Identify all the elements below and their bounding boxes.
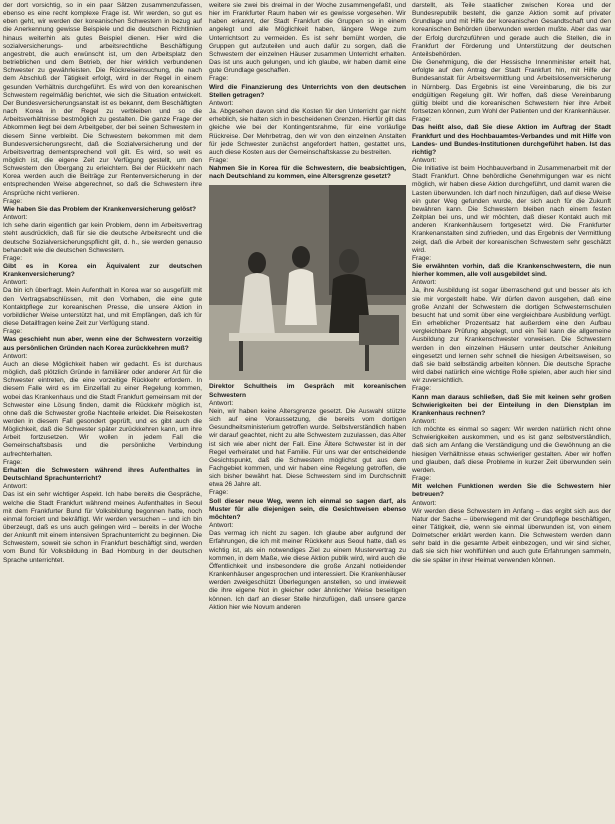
answer-label: Antwort:: [3, 214, 28, 222]
question: Mit welchen Funktionen werden Sie die Schwestern hier betreuen?: [412, 483, 611, 499]
answer: Da bin ich überfragt. Mein Aufenthalt in Korea war so ausgefüllt mit den Vertragsabschlüssen, mit den Vorhaben, die eine gute Kontaktpflege zur koreanischen Presse, die unsere Aktion in vorbildlicher Weise unterstützt hat, und mit Empfängen, daß ich für diese Detailfragen keine Zeit zur Verfügung stand.: [3, 287, 202, 328]
answer: Nein, wir haben keine Altersgrenze gesetzt. Die Auswahl stützte sich auf eine Voraussetzung, die bereits vom dortigen Gesundheitsministerium getroffen wurde. Selbstverständlich haben wir darauf geachtet, nicht zu alte Schwestern zuzulassen, das Alter ist sich wie aber nicht der Fall. Eine Ältere Schwester ist in der Regel verheiratet und hat Familie. Für uns war der entscheidende Gesichtspunkt, daß die Schwestern möglichst gut aus dem Fachgebiet kommen, und wir haben eine Regelung getroffen, die sich bisher bewährt hat. Diese Schwestern sind im Durchschnitt etwa 26 Jahre alt.: [209, 407, 406, 489]
answer-label: Antwort:: [412, 499, 437, 507]
text-column-middle: [209, 2, 406, 822]
answer: Auch an diese Möglichkeit haben wir gedacht. Es ist durchaus möglich, daß plötzlich Gründe in familiärer oder anderer Art für die Schwester eintreten, die eine vorzeitige Rückkehr erfordern. In diesem Falle wird es im Einzelfall zu einer Regelung kommen, wobei das Krankenhaus und die Stadt Frankfurt gemeinsam mit der Schwester eine Lösung finden, damit die Rückkehr möglich ist, ohne daß die Schwester große Nachteile erleidet. Die Reisekosten werden in diesem Fall gesondert geprüft, und es gibt auch die Möglichkeit, daß die Schwester später zurückkehren kann, um ihre Arbeit fortzusetzen. Wir wollen in jedem Fall die Gemeinschaftsbasis und die persönliche Verbindung aufrechterhalten.: [3, 360, 202, 458]
paragraph: der dort vorsichtig, so in ein paar Sätzen zusammenzufassen, ebenso es eine recht komplexe Frage ist. Wir werden, so gut es eben geht, wir werden der koreanischen Schwestern in bezug auf die Anerkennung gewisse Beispiele und die deutschen Richtlinien hinaus weiterhin als gutes Beispiel dienen. Hier wird die sozialversicherungs- und arbeitsrechtliche Beschäftigung angestrebt, die auch erwünscht ist, um den Arbeitsplatz den betrieblichen und dem Betrieb, der hier wirklich verbundenen Schwester zu gewährleisten. Die Rückreiseinsuchung, die nach dem Abschluß der Tätigkeit erfolgt, wird in der Regel in einem gesunden Verhältnis durchgeführt. Es wird von den koreanischen Schwestern regelmäßig berichtet, wie sich die Situation entwickelt. Der Bundesversicherungsanstalt ist es bekannt, dem Beschäftigten nach Korea in der Regel zu verbleiben und so die Arbeitsverhältnisse bestmöglich zu gestalten. Die ganze Frage der Abkommen liegt bei dem Arbeitgeber, der bei seinen Schwestern in diesem Sinne verbleibt. Die Schwestern bekommen mit dem Bundesversicherungsrecht, daß die Sozialversicherung und der Arbeitsvertrag dementsprechend voll gilt. Es wird, so weit es möglich ist, die eigene Zeit zur Verfügung gestellt, um den Schwestern den Übergang zu erleichtern. Bei der Rückkehr nach Korea werden auch die Beiträge zur Rentenversicherung in der entsprechenden Weise abgerechnet, so daß die Schwestern ihre Ansprüche nicht verlieren.: [3, 2, 202, 197]
question: Sie erwähnten vorhin, daß die Krankenschwestern, die nun hierher kommen, alle voll ausgebildet sind.: [412, 263, 611, 279]
answer-label: Antwort:: [3, 352, 28, 360]
question-label: Frage:: [412, 116, 432, 124]
question: Erhalten die Schwestern während ihres Aufenthaltes in Deutschland Sprachunterricht?: [3, 466, 202, 483]
photo: [209, 185, 406, 380]
question: Wie haben Sie das Problem der Krankenversicherung gelöst?: [3, 205, 197, 213]
question-label: Frage:: [3, 458, 23, 466]
question-label: Frage:: [412, 385, 432, 393]
answer: Das ist ein sehr wichtiger Aspekt. Ich habe bereits die Gespräche, welche die Stadt Frankfurt während meines Aufenthaltes in Seoul mit dem Frankfurter Bund für Volksbildung begonnen hatte, noch einmal forciert und bekräftigt. Wir werden versuchen – und ich bin überzeugt, daß es uns auch gelingen wird – bereits in der Woche der Ankunft mit einem intensiven Sprachunterricht zu beginnen. Die Schwestern, soweit sie schon in Frankfurt beschäftigt sind, werden vom Bund für Volksbildung in Bad Homburg in der deutschen Sprache unterrichtet.: [3, 491, 202, 564]
question: Gibt es in Korea ein Äquivalent zur deutschen Krankenversicherung?: [3, 263, 202, 279]
question: Das heißt also, daß Sie diese Aktion im Auftrag der Stadt Frankfurt und des Hochbauamtes-Verbandes und mit Hilfe von Landes- und Bundes-Institutionen durchgeführt haben. Ist das richtig?: [412, 124, 611, 156]
answer: Das vermag ich nicht zu sagen. Ich glaube aber aufgrund der Erfahrungen, die ich mit meiner Rückkehr aus Seoul hatte, daß es wichtig ist, als ein notwendiges Ziel zu einem Mustervertrag zu kommen, in dem Maße, wie diese Aktion publik wird, wird auch die Öffentlichkeit und insbesondere die große Anzahl notleidender Krankenhäuser angesprochen und interessiert. Die Krankenhäuser werden zweigeschützt Überlegungen anstellen, so und inwieweit die ihre eigene Not in gleicher oder ähnlicher Weise beseitigen können. Ich darf an dieser Stelle hinzufügen, daß unsere ganze Aktion hier wie Novum anderen: [209, 530, 406, 611]
answer: Ich sehe darin eigentlich gar kein Problem, denn im Arbeitsvertrag steht ausdrücklich, daß für sie die deutsche Arbeitsrecht und die deutsche Sozialversicherungspflicht gilt, d. h., sie werden genauso behandelt wie die deutschen Schwestern.: [3, 222, 202, 254]
answer-label: Antwort:: [412, 279, 437, 287]
question: Kann man daraus schließen, daß Sie mit keinen sehr großen Schwierigkeiten bei der Einteilung in den Dienstplan im Krankenhaus rechnen?: [412, 393, 611, 417]
text-column-right: [412, 2, 611, 822]
question-label: Frage:: [209, 75, 229, 83]
answer-label: Antwort:: [3, 279, 28, 287]
question-label: Frage:: [3, 254, 23, 262]
answer: Wir werden diese Schwestern im Anfang – das ergibt sich aus der Natur der Sache – überwiegend mit der Grundpflege beschäftigen, einer Tätigkeit, die, wenn sie einmal überwunden ist, von einem Dolmetscher erklärt werden kann. Die Schwestern werden dann sehr bald in die gesamte Arbeit einbezogen, und wir sind sicher, daß sie sich hier wohlfühlen und auch gute Erfahrungen sammeln, die sie später in ihrer Heimat verwenden können.: [412, 507, 611, 564]
question-label: Frage:: [3, 328, 23, 336]
answer-label: Antwort:: [412, 156, 437, 164]
paragraph: darstellt, als Teile staatlicher zwischen Korea und der Bundesrepublik besteht, die ganze Aktion somit auf privater Grundlage und mit Hilfe der koreanischen Gesandtschaft und den koreanischen Behörden überwunden werden mußte. Aber das war der Erfolg durchzuführen und gerade auch die Stellen, die in Frankfurt der Förderung und Unterstützung der deutschen Anteilsbehörden.: [412, 2, 611, 58]
answer: Ja, ihre Ausbildung ist sogar überraschend gut und besser als ich sie mir vorgestellt habe. Wir dürfen davon ausgehen, daß eine große Anzahl der Schwestern die dortigen Schwesternschulen besucht hat und somit über eine vergleichbare Ausbildung verfügt. Ein erheblicher Prozentsatz hat außerdem eine den Aufbau vergleichbare Prüfung abgelegt, und ein Teil kann die allgemeine Ausbildung zur Krankenschwester vorweisen. Die Schwestern werden in den einzelnen Häusern unter deutscher Anleitung eingesetzt und lernen sehr schnell die hiesigen Arbeitsweisen, so daß sie bald selbständig arbeiten können. Die deutsche Sprache wird dabei natürlich eine wichtige Rolle spielen, aber auch hier sind wir zuversichtlich.: [412, 287, 611, 385]
answer: Ja. Abgesehen davon sind die Kosten für den Unterricht gar nicht erheblich, sie halten sich in bescheidenen Grenzen. Hierfür gilt das gleiche wie bei der Kontingentsrahme, für eine vorläufige Rückreise. Der Mehrbetrag, den wir von den einzelnen Anstalten für jede Schwester zunächst angefordert hatten, gestattet uns, auch diese Kosten aus der Gemeinschaftskasse zu bestreiten.: [209, 108, 406, 156]
photo-image: [209, 185, 406, 380]
question: Nahmen Sie in Korea für die Schwestern, die beabsichtigen, nach Deutschland zu kommen, eine Altersgrenze gesetzt?: [209, 165, 406, 181]
answer-label: Antwort:: [3, 483, 28, 491]
question-label: Frage:: [412, 254, 432, 262]
question: Was geschieht nun aber, wenn eine der Schwestern vorzeitig aus persönlichen Gründen nach Korea zurückkehren muß?: [3, 336, 202, 352]
answer-label: Antwort:: [412, 417, 437, 425]
answer: Die Initiative ist beim Hochbauverband in Zusammenarbeit mit der Stadt Frankfurt. Ohne behördliche Genehmigungen war es nicht möglich, wir haben diese Aktion durchgeführt, und damit waren die Lasten überwunden. Ich darf noch hinzufügen, daß auf diese Weise ein guter Weg gefunden wurde, der sich auch für die Zukunft bewähren kann. Die Schwestern bleiben nach einem festen Zeitplan bei uns, und wir möchten, daß dieser Kontakt auch mit anderen Krankenhäusern fortgesetzt wird. Die Frankfurter Krankenanstalten sind zufrieden, und das Ergebnis der Vermittlung zeigt, daß die Arbeit der koreanischen Schwestern sehr geschätzt wird.: [412, 165, 611, 254]
answer: Ich möchte es einmal so sagen: Wir werden natürlich nicht ohne Schwierigkeiten auskommen, und es ist ganz selbstverständlich, daß sich am Anfang die Verständigung und die Gewöhnung an die hiesigen Verhältnisse etwas schwieriger gestalten. Aber wir hoffen und glauben, daß diese Probleme in kurzer Zeit überwunden sein werden.: [412, 426, 611, 474]
paragraph: Die Genehmigung, die der Hessische Innenminister erteilt hat, erfolgte auf den Antrag der Stadt Frankfurt hin, mit Hilfe der Bundesanstalt für Arbeitsvermittlung und Arbeitslosenversicherung in Nürnberg. Das Ergebnis ist eine Vereinbarung, die bis zur endgültigen Regelung gilt. Wir hoffen, daß diese Vereinbarung gültig bleibt und die koreanischen Schwestern hier ihre Arbeit fortsetzen können, zum Wohl der Patienten und der Krankenhäuser.: [412, 59, 611, 116]
question-label: Frage:: [209, 489, 229, 497]
answer-label: Antwort:: [209, 99, 234, 107]
answer-label: Antwort:: [209, 522, 234, 530]
answer-label: Antwort:: [209, 399, 234, 407]
photo-caption: Direktor Schultheis im Gespräch mit koreanischen Schwestern: [209, 383, 406, 399]
question: Soll dieser neue Weg, wenn ich einmal so sagen darf, als Muster für alle diejenigen sein, die Gesichtweisen ebenso möchten?: [209, 497, 406, 521]
question-label: Frage:: [209, 156, 229, 164]
text-column-left: [3, 2, 202, 822]
paragraph: weitere sie zwei bis dreimal in der Woche zusammengefaßt, und hier im Frankfurter Raum haben wir es gewisse vorgesehen. Wir haben erkannt, der Stadt Frankfurt die Gruppen so in einem angelegt und alle Möglichkeit haben, längere Wege zum Unterrichtsort zu vermeiden. Es ist sehr bemüht worden, die Gruppen gut aufzuteilen und auch dafür zu sorgen, daß die Schwestern der einzelnen Häuser zusammen Unterricht erhalten. Das ist uns auch gelungen, und ich glaube, wir haben damit eine gute Grundlage geschaffen.: [209, 2, 406, 75]
question-label: Frage:: [3, 197, 23, 205]
question: Wird die Finanzierung des Unterrichts von den deutschen Stellen getragen?: [209, 83, 406, 99]
question-label: Frage:: [412, 475, 432, 483]
